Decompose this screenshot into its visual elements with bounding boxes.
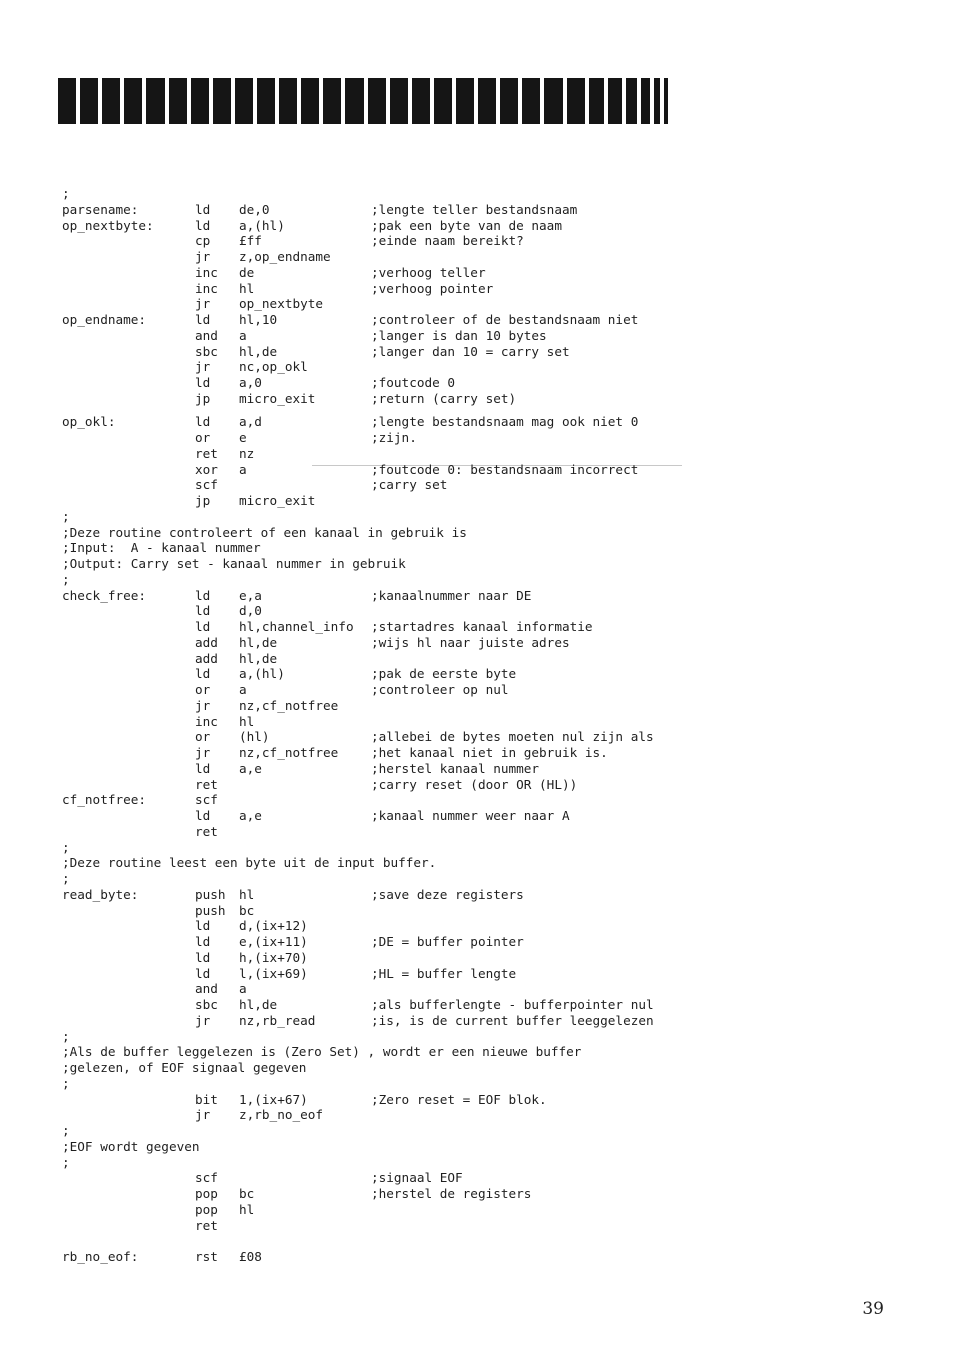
code-operand: h,(ix+70) bbox=[239, 949, 308, 965]
code-line bbox=[62, 1249, 922, 1265]
code-operand: a,(hl) bbox=[239, 217, 285, 233]
code-line bbox=[62, 808, 922, 824]
code-line bbox=[62, 871, 922, 887]
code-mnemonic: inc bbox=[195, 264, 218, 280]
header-bar-block bbox=[102, 78, 120, 124]
code-line bbox=[62, 997, 922, 1013]
code-operand: nz,rb_read bbox=[239, 1012, 316, 1028]
code-label: rb_no_eof: bbox=[62, 1249, 139, 1265]
code-comment: ;lengte teller bestandsnaam bbox=[371, 201, 578, 217]
code-operand: z,op_endname bbox=[239, 249, 331, 264]
comment-line: ; bbox=[62, 1028, 70, 1044]
code-comment: ;einde naam bereikt? bbox=[371, 233, 524, 249]
code-line bbox=[62, 1170, 922, 1186]
code-operand: a,e bbox=[239, 808, 262, 824]
code-line bbox=[62, 1202, 922, 1218]
header-bar-block bbox=[522, 78, 540, 124]
code-line bbox=[62, 966, 922, 982]
code-mnemonic: ld bbox=[195, 666, 211, 682]
code-operand: l,(ix+69) bbox=[239, 965, 308, 981]
code-comment: ;zijn. bbox=[371, 430, 417, 446]
code-line bbox=[62, 312, 922, 328]
header-bar-block bbox=[146, 78, 164, 124]
comment-line: ; bbox=[62, 1123, 70, 1139]
code-comment: ;signaal EOF bbox=[371, 1170, 463, 1186]
code-line bbox=[62, 761, 922, 777]
code-operand: a bbox=[239, 327, 247, 343]
code-line bbox=[62, 344, 922, 360]
code-mnemonic: jr bbox=[195, 1012, 211, 1028]
code-mnemonic: ld bbox=[195, 603, 211, 619]
code-operand: e,(ix+11) bbox=[239, 934, 308, 950]
comment-line: ;Input: A - kanaal nummer bbox=[62, 540, 261, 556]
code-comment: ;verhoog pointer bbox=[371, 280, 494, 296]
code-line bbox=[62, 509, 922, 525]
code-mnemonic: and bbox=[195, 327, 218, 343]
header-bar-block bbox=[345, 78, 363, 124]
code-operand: hl,de bbox=[239, 997, 278, 1013]
code-mnemonic: ld bbox=[195, 312, 211, 327]
code-comment: ;verhoog teller bbox=[371, 264, 486, 280]
code-line bbox=[62, 698, 922, 714]
code-operand: a bbox=[239, 461, 247, 477]
code-line bbox=[62, 186, 922, 202]
code-label: parsename: bbox=[62, 201, 139, 217]
code-mnemonic: ld bbox=[195, 965, 211, 981]
code-comment: ;pak de eerste byte bbox=[371, 666, 517, 682]
header-bar-block bbox=[279, 78, 297, 124]
code-operand: nz,cf_notfree bbox=[239, 745, 339, 761]
code-line bbox=[62, 619, 922, 635]
header-bar-block bbox=[456, 78, 474, 124]
code-line bbox=[62, 1013, 922, 1029]
code-mnemonic: jr bbox=[195, 359, 211, 375]
code-line bbox=[62, 391, 922, 407]
code-operand: bc bbox=[239, 1186, 255, 1202]
code-comment: ;controleer op nul bbox=[371, 682, 509, 698]
code-line bbox=[62, 1092, 922, 1108]
code-comment: ;het kanaal niet in gebruik is. bbox=[371, 745, 608, 761]
code-operand: hl,de bbox=[239, 634, 278, 650]
code-operand: nz bbox=[239, 445, 255, 461]
code-operand: a,(hl) bbox=[239, 666, 285, 682]
code-mnemonic: cp bbox=[195, 233, 211, 249]
code-mnemonic: xor bbox=[195, 461, 218, 477]
code-operand: nz,cf_notfree bbox=[239, 697, 339, 713]
code-operand: de bbox=[239, 264, 255, 280]
code-line bbox=[62, 462, 922, 478]
code-operand: d,(ix+12) bbox=[239, 918, 308, 934]
code-line bbox=[62, 572, 922, 588]
code-mnemonic: scf bbox=[195, 792, 218, 808]
code-mnemonic: inc bbox=[195, 280, 218, 296]
code-line bbox=[62, 792, 922, 808]
code-operand: hl,channel_info bbox=[239, 619, 354, 635]
code-line bbox=[62, 233, 922, 249]
code-operand: bc bbox=[239, 902, 255, 918]
code-line bbox=[62, 714, 922, 730]
code-line bbox=[62, 950, 922, 966]
code-operand: £08 bbox=[239, 1249, 262, 1265]
code-mnemonic: ld bbox=[195, 587, 211, 603]
code-operand: a bbox=[239, 682, 247, 698]
code-mnemonic: and bbox=[195, 981, 218, 997]
header-bar-block bbox=[58, 78, 76, 124]
code-operand: hl bbox=[239, 1201, 255, 1217]
code-line bbox=[62, 1107, 922, 1123]
code-line bbox=[62, 525, 922, 541]
code-label: op_endname: bbox=[62, 312, 147, 327]
code-mnemonic: jr bbox=[195, 745, 211, 761]
code-line bbox=[62, 1186, 922, 1202]
code-line bbox=[62, 887, 922, 903]
code-comment: ;herstel de registers bbox=[371, 1186, 532, 1202]
header-bar-block bbox=[412, 78, 430, 124]
code-comment: ;langer is dan 10 bytes bbox=[371, 327, 547, 343]
listing-gap bbox=[62, 407, 922, 415]
header-bar-block bbox=[124, 78, 142, 124]
code-mnemonic: pop bbox=[195, 1186, 218, 1202]
comment-line: ;Deze routine controleert of een kanaal in gebruik is bbox=[62, 524, 467, 540]
code-mnemonic: pop bbox=[195, 1201, 218, 1217]
code-operand: hl,de bbox=[239, 343, 278, 359]
code-mnemonic: ret bbox=[195, 823, 218, 839]
code-mnemonic: scf bbox=[195, 477, 218, 493]
code-mnemonic: ld bbox=[195, 760, 211, 776]
code-mnemonic: inc bbox=[195, 713, 218, 729]
code-line bbox=[62, 296, 922, 312]
code-line bbox=[62, 934, 922, 950]
header-bar-block bbox=[500, 78, 518, 124]
code-line bbox=[62, 918, 922, 934]
comment-line: ;EOF wordt gegeven bbox=[62, 1138, 200, 1154]
header-bar-block bbox=[478, 78, 496, 124]
code-line bbox=[62, 446, 922, 462]
comment-line: ; bbox=[62, 871, 70, 887]
code-line bbox=[62, 981, 922, 997]
code-line bbox=[62, 840, 922, 856]
header-bar-block bbox=[664, 78, 668, 124]
header-bar-block bbox=[213, 78, 231, 124]
code-mnemonic: sbc bbox=[195, 997, 218, 1013]
code-line bbox=[62, 666, 922, 682]
code-operand: hl bbox=[239, 713, 255, 729]
code-line bbox=[62, 1076, 922, 1092]
header-bar-block bbox=[235, 78, 253, 124]
code-comment: ;allebei de bytes moeten nul zijn als bbox=[371, 729, 654, 745]
code-mnemonic: ret bbox=[195, 776, 218, 792]
code-mnemonic: or bbox=[195, 682, 211, 698]
code-comment: ;langer dan 10 = carry set bbox=[371, 343, 570, 359]
code-line bbox=[62, 745, 922, 761]
header-bar-block bbox=[626, 78, 637, 124]
code-operand: z,rb_no_eof bbox=[239, 1107, 324, 1123]
code-line bbox=[62, 556, 922, 572]
header-bar-block bbox=[390, 78, 408, 124]
header-bar-block bbox=[368, 78, 386, 124]
code-operand: hl bbox=[239, 886, 255, 902]
code-comment: ;controleer of de bestandsnaam niet bbox=[371, 312, 639, 327]
comment-line: ; bbox=[62, 186, 70, 201]
code-comment: ;kanaalnummer naar DE bbox=[371, 587, 532, 603]
code-mnemonic: rst bbox=[195, 1249, 218, 1265]
code-mnemonic: jp bbox=[195, 390, 211, 406]
comment-line: ;Als de buffer leggelezen is (Zero Set) , wordt er een nieuwe buffer bbox=[62, 1044, 582, 1060]
header-bar-block bbox=[323, 78, 341, 124]
code-line bbox=[62, 281, 922, 297]
code-line bbox=[62, 477, 922, 493]
code-comment: ;HL = buffer lengte bbox=[371, 965, 517, 981]
code-mnemonic: bit bbox=[195, 1091, 218, 1107]
code-mnemonic: ld bbox=[195, 414, 211, 430]
code-label: cf_notfree: bbox=[62, 792, 147, 808]
code-line bbox=[62, 249, 922, 265]
code-line bbox=[62, 588, 922, 604]
code-comment: ;lengte bestandsnaam mag ook niet 0 bbox=[371, 414, 639, 430]
code-comment: ;DE = buffer pointer bbox=[371, 934, 524, 950]
code-operand: a,d bbox=[239, 414, 262, 430]
code-operand: £ff bbox=[239, 233, 262, 249]
code-line bbox=[62, 635, 922, 651]
header-bar-block bbox=[544, 78, 562, 124]
assembly-listing bbox=[62, 186, 922, 1265]
code-line bbox=[62, 540, 922, 556]
code-comment: ;Zero reset = EOF blok. bbox=[371, 1091, 547, 1107]
code-comment: ;foutcode 0 bbox=[371, 375, 456, 390]
code-mnemonic: ld bbox=[195, 375, 211, 390]
code-operand: (hl) bbox=[239, 729, 270, 745]
header-bar-block bbox=[191, 78, 209, 124]
header-bar-block bbox=[301, 78, 319, 124]
code-operand: hl,de bbox=[239, 650, 278, 666]
code-label: read_byte: bbox=[62, 886, 139, 902]
comment-line: ; bbox=[62, 839, 70, 855]
code-operand: a,0 bbox=[239, 375, 262, 390]
code-label: check_free: bbox=[62, 587, 147, 603]
code-line bbox=[62, 1123, 922, 1139]
comment-line: ;Output: Carry set - kanaal nummer in gebruik bbox=[62, 556, 406, 572]
code-mnemonic: push bbox=[195, 886, 226, 902]
code-mnemonic: ld bbox=[195, 619, 211, 635]
code-comment: ;return (carry set) bbox=[371, 390, 517, 406]
code-line bbox=[62, 1233, 922, 1249]
code-mnemonic: jr bbox=[195, 249, 211, 264]
code-line bbox=[62, 328, 922, 344]
code-mnemonic: ret bbox=[195, 445, 218, 461]
comment-line: ;Deze routine leest een byte uit de input buffer. bbox=[62, 855, 437, 871]
code-mnemonic: jr bbox=[195, 1107, 211, 1123]
code-mnemonic: jp bbox=[195, 493, 211, 509]
code-line bbox=[62, 265, 922, 281]
code-line bbox=[62, 903, 922, 919]
code-operand: hl bbox=[239, 280, 255, 296]
code-comment: ;is, is de current buffer leeggelezen bbox=[371, 1012, 654, 1028]
code-operand: nc,op_okl bbox=[239, 359, 308, 375]
code-operand: micro_exit bbox=[239, 390, 316, 406]
header-bar-block bbox=[567, 78, 585, 124]
code-mnemonic: ld bbox=[195, 217, 211, 233]
code-line bbox=[62, 1044, 922, 1060]
code-label: op_nextbyte: bbox=[62, 217, 154, 233]
code-mnemonic: ld bbox=[195, 201, 211, 217]
code-mnemonic: scf bbox=[195, 1170, 218, 1186]
code-mnemonic: or bbox=[195, 729, 211, 745]
code-mnemonic: ld bbox=[195, 949, 211, 965]
code-comment: ;kanaal nummer weer naar A bbox=[371, 808, 570, 824]
code-comment: ;pak een byte van de naam bbox=[371, 217, 562, 233]
code-line bbox=[62, 1029, 922, 1045]
header-bar-block bbox=[434, 78, 452, 124]
code-line bbox=[62, 430, 922, 446]
code-operand: de,0 bbox=[239, 201, 270, 217]
code-line bbox=[62, 202, 922, 218]
code-comment: ;startadres kanaal informatie bbox=[371, 619, 593, 635]
code-comment: ;wijs hl naar juiste adres bbox=[371, 634, 570, 650]
code-mnemonic: ld bbox=[195, 808, 211, 824]
code-line bbox=[62, 359, 922, 375]
code-comment: ;carry set bbox=[371, 477, 448, 493]
code-line bbox=[62, 729, 922, 745]
code-line bbox=[62, 1060, 922, 1076]
code-operand: op_nextbyte bbox=[239, 296, 324, 312]
code-mnemonic: ld bbox=[195, 918, 211, 934]
header-bar-block bbox=[169, 78, 187, 124]
code-line bbox=[62, 1218, 922, 1234]
code-comment: ;als bufferlengte - bufferpointer nul bbox=[371, 997, 654, 1013]
page-number: 39 bbox=[862, 1299, 884, 1319]
header-bar-block bbox=[589, 78, 605, 124]
code-line bbox=[62, 603, 922, 619]
code-comment: ;foutcode 0: bestandsnaam incorrect bbox=[371, 461, 639, 477]
code-comment: ;save deze registers bbox=[371, 886, 524, 902]
code-line bbox=[62, 1155, 922, 1171]
code-line bbox=[62, 1139, 922, 1155]
code-comment: ;herstel kanaal nummer bbox=[371, 760, 540, 776]
code-mnemonic: add bbox=[195, 634, 218, 650]
header-bar-block bbox=[641, 78, 650, 124]
code-mnemonic: or bbox=[195, 430, 211, 446]
code-line bbox=[62, 493, 922, 509]
code-mnemonic: add bbox=[195, 650, 218, 666]
header-bar bbox=[58, 78, 668, 124]
code-mnemonic: sbc bbox=[195, 343, 218, 359]
header-bar-block bbox=[257, 78, 275, 124]
code-line bbox=[62, 777, 922, 793]
code-line bbox=[62, 855, 922, 871]
code-operand: e,a bbox=[239, 587, 262, 603]
header-bar-block bbox=[80, 78, 98, 124]
comment-line: ;gelezen, of EOF signaal gegeven bbox=[62, 1060, 307, 1076]
code-line bbox=[62, 682, 922, 698]
comment-line: ; bbox=[62, 571, 70, 587]
code-line bbox=[62, 651, 922, 667]
code-operand: a bbox=[239, 981, 247, 997]
code-line bbox=[62, 414, 922, 430]
code-operand: a,e bbox=[239, 760, 262, 776]
header-bar-block bbox=[654, 78, 660, 124]
code-comment: ;carry reset (door OR (HL)) bbox=[371, 776, 578, 792]
comment-line: ; bbox=[62, 1154, 70, 1170]
code-line bbox=[62, 375, 922, 391]
code-mnemonic: push bbox=[195, 902, 226, 918]
code-operand: micro_exit bbox=[239, 493, 316, 509]
code-label: op_okl: bbox=[62, 414, 116, 430]
code-mnemonic: ret bbox=[195, 1217, 218, 1233]
code-mnemonic: jr bbox=[195, 697, 211, 713]
code-mnemonic: jr bbox=[195, 296, 211, 312]
code-mnemonic: ld bbox=[195, 934, 211, 950]
code-operand: hl,10 bbox=[239, 312, 278, 327]
header-bar-block bbox=[608, 78, 621, 124]
code-operand: d,0 bbox=[239, 603, 262, 619]
code-line bbox=[62, 218, 922, 234]
comment-line: ; bbox=[62, 1075, 70, 1091]
comment-line: ; bbox=[62, 508, 70, 524]
code-line bbox=[62, 824, 922, 840]
code-operand: 1,(ix+67) bbox=[239, 1091, 308, 1107]
code-operand: e bbox=[239, 430, 247, 446]
